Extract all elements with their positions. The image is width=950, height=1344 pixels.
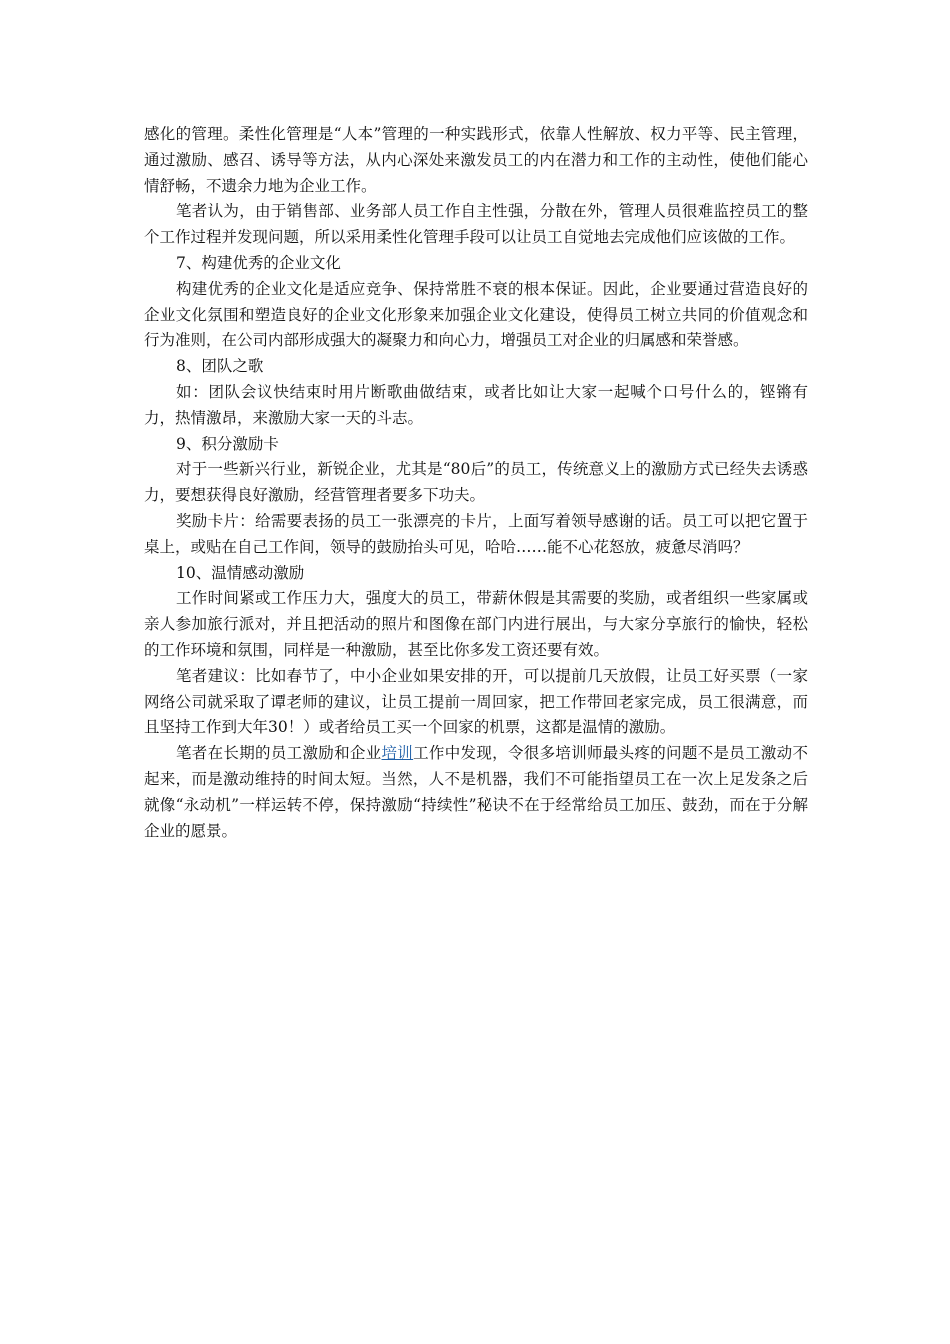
section-heading-team-song: 8、团队之歌 <box>176 357 264 376</box>
paragraph-reward-card: 奖励卡片：给需要表扬的员工一张漂亮的卡片，上面写着领导感谢的话。员工可以把它置于桌上，或贴在自己工作间，领导的鼓励抬头可见，哈哈……能不心花怒放，疲惫尽消吗？ <box>144 511 808 556</box>
section-heading-corporate-culture: 7、构建优秀的企业文化 <box>176 253 341 272</box>
paragraph-author-opinion: 笔者认为，由于销售部、业务部人员工作自主性强，分散在外，管理人员很难监控员工的整个工作过程并发现问题，所以采用柔性化管理手段可以让员工自觉地去完成他们应该做的工作。 <box>144 202 808 247</box>
training-link[interactable]: 培训 <box>381 744 414 763</box>
paragraph-conclusion <box>144 741 808 844</box>
paragraph-new-industries: 对于一些新兴行业，新锐企业，尤其是“80后”的员工，传统意义上的激励方式已经失去诱惑力，要想获得良好激励，经营管理者要多下功夫。 <box>144 460 808 505</box>
paragraph-paid-leave: 工作时间紧或工作压力大，强度大的员工，带薪休假是其需要的奖励，或者组织一些家属或亲人参加旅行派对，并且把活动的照片和图像在部门内进行展出，与大家分享旅行的愉快，轻松的工作环境和氛围，同样是一种激励，甚至比你多发工资还要有效。 <box>144 589 808 659</box>
paragraph-flexible-management: 感化的管理。柔性化管理是“人本”管理的一种实践形式，依靠人性解放、权力平等、民主管理，通过激励、感召、诱导等方法，从内心深处来激发员工的内在潜力和工作的主动性，使他们能心情舒畅，不遗余力地为企业工作。 <box>144 125 808 195</box>
paragraph-spring-festival: 笔者建议：比如春节了，中小企业如果安排的开，可以提前几天放假，让员工好买票（一家网络公司就采取了谭老师的建议，让员工提前一周回家，把工作带回老家完成，员工很满意，而且坚持工作到大年30！）或者给员工买一个回家的机票，这都是温情的激励。 <box>144 666 808 737</box>
conclusion-text-end: 工作中发现，令很多培训师最头疼的问题不是员工激动不起来，而是激动维持的时间太短。当然，人不是机器，我们不可能指望员工在一次上足发条之后就像“永动机”一样运转不停，保持激励“持续性”秘诀不在于经常给员工加压、鼓劲，而在于分解企业的愿景。 <box>144 744 808 840</box>
section-heading-warm-incentive: 10、温情感动激励 <box>176 563 305 582</box>
paragraph-team-song: 如：团队会议快结束时用片断歌曲做结束，或者比如让大家一起喊个口号什么的，铿锵有力，热情激昂，来激励大家一天的斗志。 <box>144 382 808 427</box>
paragraph-corporate-culture: 构建优秀的企业文化是适应竞争、保持常胜不衰的根本保证。因此，企业要通过营造良好的企业文化氛围和塑造良好的企业文化形象来加强企业文化建设，使得员工树立共同的价值观念和行为准则，在公司内部形成强大的凝聚力和向心力，增强员工对企业的归属感和荣誉感。 <box>144 279 808 350</box>
document-body <box>144 122 808 844</box>
section-heading-points-card: 9、积分激励卡 <box>176 434 279 453</box>
conclusion-text-start: 笔者在长期的员工激励和企业 <box>176 744 382 763</box>
